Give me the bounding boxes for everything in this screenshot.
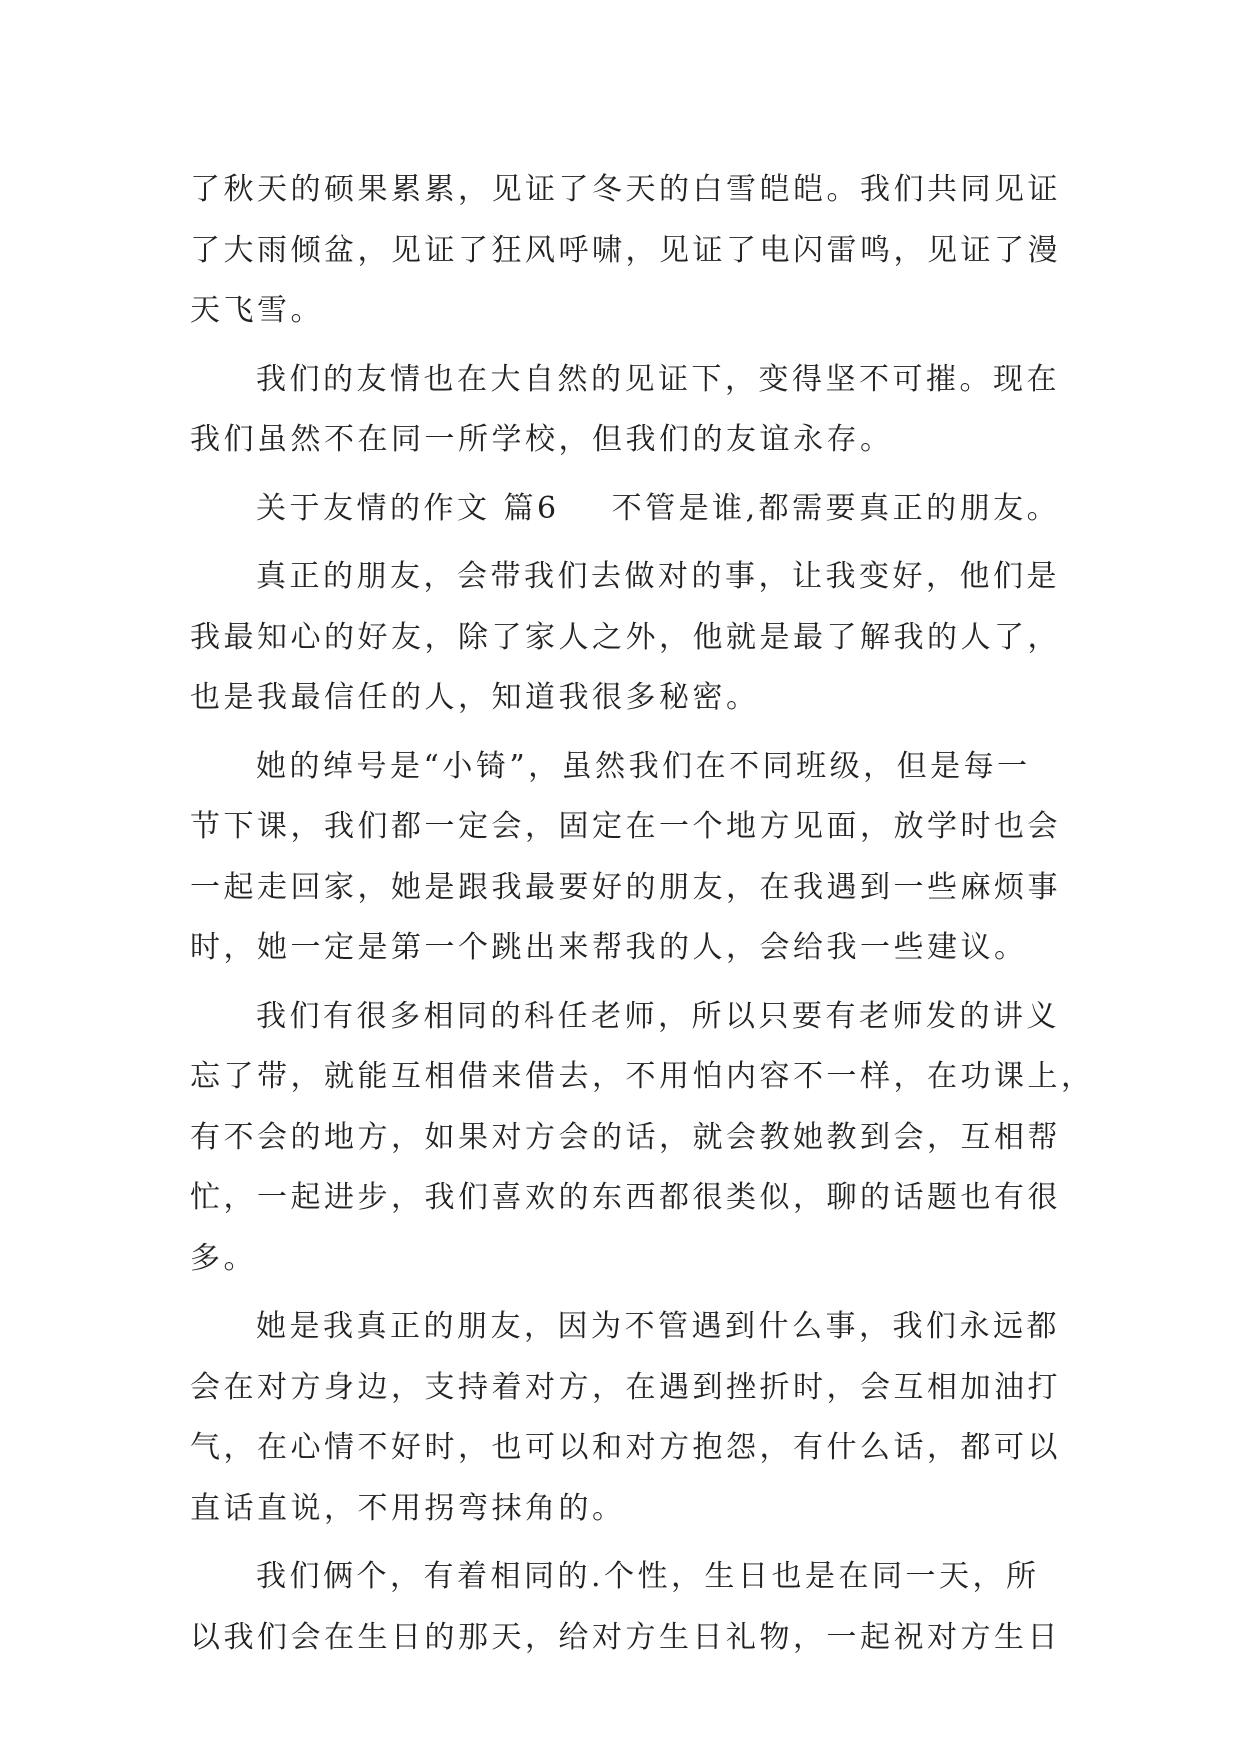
paragraph-line: 忘了带，就能互相借来借去，不用怕内容不一样，在功课上， [190,1059,1095,1094]
paragraph-line: 忙，一起进步，我们喜欢的东西都很类似，聊的话题也有很 [190,1180,1061,1215]
paragraph-line: 了大雨倾盆，见证了狂风呼啸，见证了电闪雷鸣，见证了漫 [190,232,1061,268]
paragraph-line: 我们俩个，有着相同的.个性，生日也是在同一天，所 [256,1559,1040,1594]
paragraph-line: 我们虽然不在同一所学校，但我们的友谊永存。 [190,422,894,457]
paragraph-line: 一起走回家，她是跟我最要好的朋友，在我遇到一些麻烦事 [190,869,1061,905]
paragraph-line: 会在对方身边，支持着对方，在遇到挫折时，会互相加油打 [190,1369,1061,1405]
paragraph-line: 也是我最信任的人，知道我很多秘密。 [190,680,760,715]
section-lead-text: 不管是谁,都需要真正的朋友。 [611,490,1061,526]
paragraph-line: 直话直说，不用拐弯抹角的。 [190,1490,626,1526]
paragraph-line: 气，在心情不好时，也可以和对方抱怨，有什么话，都可以 [190,1430,1061,1465]
paragraph-line: 多。 [190,1240,257,1276]
paragraph-line: 有不会的地方，如果对方会的话，就会教她教到会，互相帮 [190,1119,1061,1155]
paragraph-line: 真正的朋友，会带我们去做对的事，让我变好，他们是 [256,559,1060,594]
section-title: 关于友情的作文 篇6 [256,490,560,526]
paragraph-line: 我们有很多相同的科任老师，所以只要有老师发的讲义 [256,998,1060,1034]
paragraph-line: 她是我真正的朋友，因为不管遇到什么事，我们永远都 [256,1309,1060,1344]
paragraph-line: 节下课，我们都一定会，固定在一个地方见面，放学时也会 [190,809,1061,844]
paragraph-line: 我们的友情也在大自然的见证下，变得坚不可摧。现在 [256,361,1060,397]
paragraph-line: 她的绰号是“小锜”，虽然我们在不同班级，但是每一 [256,748,1031,784]
paragraph-line: 时，她一定是第一个跳出来帮我的人，会给我一些建议。 [190,930,1028,965]
paragraph-line: 我最知心的好友，除了家人之外，他就是最了解我的人了， [190,619,1061,655]
paragraph-line: 天飞雪。 [190,293,324,328]
section-heading [190,479,1070,540]
paragraph-line: 了秋天的硕果累累，见证了冬天的白雪皑皑。我们共同见证 [190,172,1061,207]
paragraph-line: 以我们会在生日的那天，给对方生日礼物，一起祝对方生日 [190,1619,1061,1655]
article-body [190,160,1095,1668]
